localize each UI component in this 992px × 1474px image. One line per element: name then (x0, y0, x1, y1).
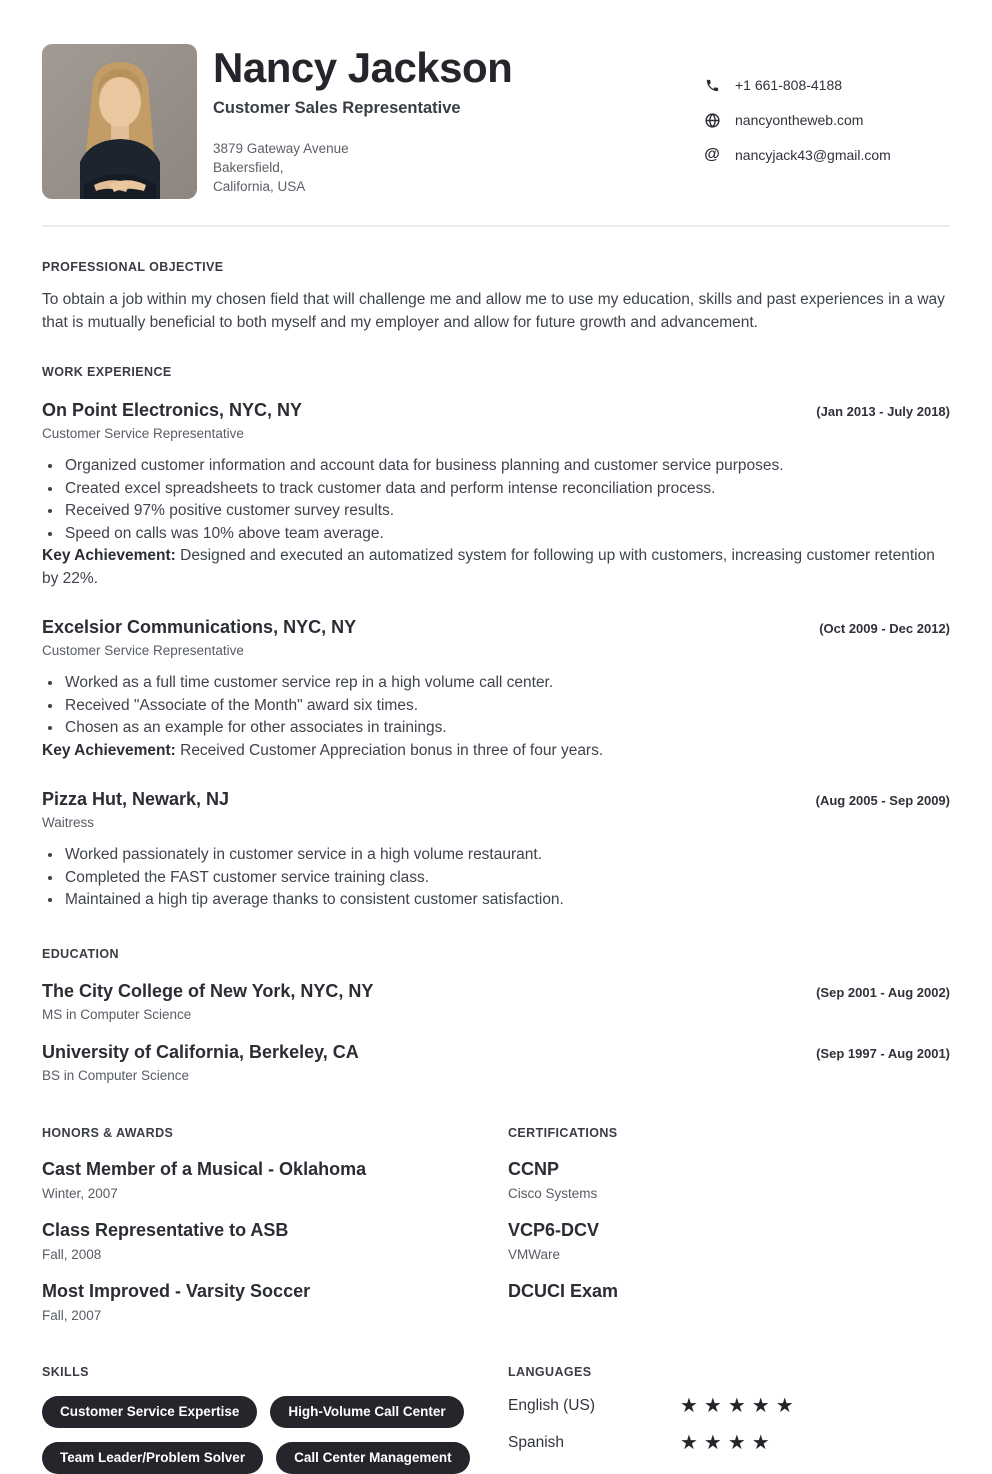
language-name: Spanish (508, 1433, 565, 1451)
language-name: English (US) (508, 1396, 595, 1414)
skills-list (42, 1396, 482, 1474)
award-date: Fall, 2007 (42, 1307, 102, 1323)
languages-list (508, 1396, 950, 1453)
school-dates: (Sep 2001 - Aug 2002) (816, 984, 950, 1000)
job-entry (42, 617, 950, 762)
star-rating: ★★★★ (680, 1431, 776, 1454)
section-languages (508, 1365, 950, 1474)
award-item (42, 1159, 508, 1201)
honors-list (42, 1159, 508, 1323)
job-bullet: • Chosen as an example for other associates in trainings. (63, 717, 950, 740)
certification-name: CCNP (508, 1158, 560, 1179)
section-heading-education: EDUCATION (42, 946, 119, 961)
education-header (42, 1042, 950, 1063)
contact-block (702, 75, 950, 180)
section-skills (42, 1365, 508, 1474)
certification-item (508, 1159, 950, 1201)
certification-name: VCP6-DCV (508, 1219, 600, 1240)
section-professional-objective (42, 260, 950, 334)
section-certifications (508, 1126, 950, 1323)
profile-photo-illustration (42, 44, 197, 199)
profile-photo (42, 44, 197, 199)
award-date: Fall, 2008 (42, 1246, 102, 1262)
job-bullet: • Organized customer information and account data for business planning and customer service purposes. (63, 455, 950, 478)
objective-text: To obtain a job within my chosen field that will challenge me and allow me to use my education, skills and past experiences in a way that is mutually beneficial to both myself and my employer and allow for future growth and advancement. (42, 291, 945, 331)
award-title: Cast Member of a Musical - Oklahoma (42, 1158, 367, 1179)
skill-tag: Customer Service Expertise (42, 1396, 257, 1428)
at-icon: @ (704, 146, 720, 163)
certification-item (508, 1220, 950, 1262)
job-bullet: • Worked as a full time customer service rep in a high volume call center. (63, 672, 950, 695)
email-address[interactable]: nancyjack43@gmail.com (735, 147, 891, 163)
section-honors-awards (42, 1126, 508, 1323)
award-item (42, 1281, 508, 1323)
address-block (213, 139, 702, 196)
job-bullet: • Created excel spreadsheets to track customer data and perform intense reconciliation process. (63, 478, 950, 501)
honors-certifications-row (42, 1126, 950, 1323)
key-achievement (42, 545, 950, 590)
language-row (508, 1396, 950, 1416)
job-entry (42, 789, 950, 912)
header-identity (213, 44, 702, 196)
job-bullets (42, 844, 950, 912)
globe-icon (702, 110, 722, 130)
certification-item (508, 1281, 950, 1302)
phone-icon (702, 75, 722, 95)
skill-tag: High-Volume Call Center (270, 1396, 463, 1428)
job-header (42, 789, 950, 810)
certifications-list (508, 1159, 950, 1302)
contact-phone[interactable] (702, 75, 950, 95)
certification-issuer: Cisco Systems (508, 1185, 598, 1201)
award-title: Most Improved - Varsity Soccer (42, 1280, 311, 1301)
person-name: Nancy Jackson (213, 44, 513, 91)
contact-website[interactable] (702, 110, 950, 130)
job-role: Customer Service Representative (42, 426, 244, 441)
job-bullet: • Received 97% positive customer survey results. (63, 500, 950, 523)
job-bullet: • Received "Associate of the Month" award six times. (63, 695, 950, 718)
education-entry (42, 981, 950, 1022)
website-url[interactable]: nancyontheweb.com (735, 112, 864, 128)
award-title: Class Representative to ASB (42, 1219, 289, 1240)
job-header (42, 400, 950, 421)
award-item (42, 1220, 508, 1262)
job-bullet: • Completed the FAST customer service training class. (63, 867, 950, 890)
address-line-2: Bakersfield, (213, 160, 284, 176)
skills-languages-row (42, 1365, 950, 1474)
certification-name: DCUCI Exam (508, 1280, 619, 1301)
job-company: Pizza Hut, Newark, NJ (42, 789, 230, 809)
star-rating: ★★★★★ (680, 1394, 800, 1417)
job-company: Excelsior Communications, NYC, NY (42, 617, 357, 637)
key-achievement-label: Key Achievement: (42, 741, 176, 759)
job-company: On Point Electronics, NYC, NY (42, 400, 303, 420)
job-bullet: • Worked passionately in customer service in a high volume restaurant. (63, 844, 950, 867)
key-achievement-text: Received Customer Appreciation bonus in three of four years. (175, 741, 604, 759)
address-line-1: 3879 Gateway Avenue (213, 141, 349, 157)
job-dates: (Jan 2013 - July 2018) (816, 404, 950, 419)
job-dates: (Oct 2009 - Dec 2012) (819, 621, 950, 636)
job-role: Waitress (42, 815, 95, 830)
key-achievement-label: Key Achievement: (42, 547, 176, 564)
language-row (508, 1433, 950, 1453)
award-date: Winter, 2007 (42, 1185, 118, 1201)
job-bullet: • Maintained a high tip average thanks to consistent customer satisfaction. (63, 889, 950, 912)
section-work-experience (42, 365, 950, 912)
header-divider (42, 225, 950, 227)
section-heading-certifications: CERTIFICATIONS (508, 1125, 618, 1140)
degree: BS in Computer Science (42, 1067, 190, 1083)
skill-tag: Team Leader/Problem Solver (42, 1442, 263, 1474)
section-heading-objective: PROFESSIONAL OBJECTIVE (42, 260, 224, 274)
contact-email[interactable] (702, 145, 950, 165)
section-heading-languages: LANGUAGES (508, 1364, 592, 1379)
phone-number[interactable]: +1 661-808-4188 (735, 77, 843, 93)
job-bullet: • Speed on calls was 10% above team average. (63, 523, 950, 546)
job-bullets (42, 455, 950, 545)
key-achievement-text: Designed and executed an automatized system for following up with customers, increasing customer retention by 22%. (42, 547, 935, 587)
job-header (42, 617, 950, 638)
header (42, 44, 950, 199)
person-title: Customer Sales Representative (213, 99, 461, 118)
school-dates: (Sep 1997 - Aug 2001) (816, 1045, 950, 1061)
skill-tag: Call Center Management (276, 1442, 470, 1474)
address-line-3: California, USA (213, 179, 306, 195)
section-heading-honors: HONORS & AWARDS (42, 1125, 174, 1140)
section-education (42, 947, 950, 1083)
jobs-list (42, 400, 950, 912)
school-name: University of California, Berkeley, CA (42, 1041, 359, 1062)
job-dates: (Aug 2005 - Sep 2009) (815, 793, 950, 808)
education-entry (42, 1042, 950, 1083)
job-bullets (42, 672, 950, 740)
school-name: The City College of New York, NYC, NY (42, 980, 374, 1001)
education-list (42, 981, 950, 1083)
job-role: Customer Service Representative (42, 643, 244, 658)
key-achievement (42, 740, 950, 763)
education-header (42, 981, 950, 1002)
certification-issuer: VMWare (508, 1246, 561, 1262)
job-entry (42, 400, 950, 590)
degree: MS in Computer Science (42, 1006, 192, 1022)
section-heading-work: WORK EXPERIENCE (42, 365, 172, 379)
section-heading-skills: SKILLS (42, 1364, 89, 1379)
